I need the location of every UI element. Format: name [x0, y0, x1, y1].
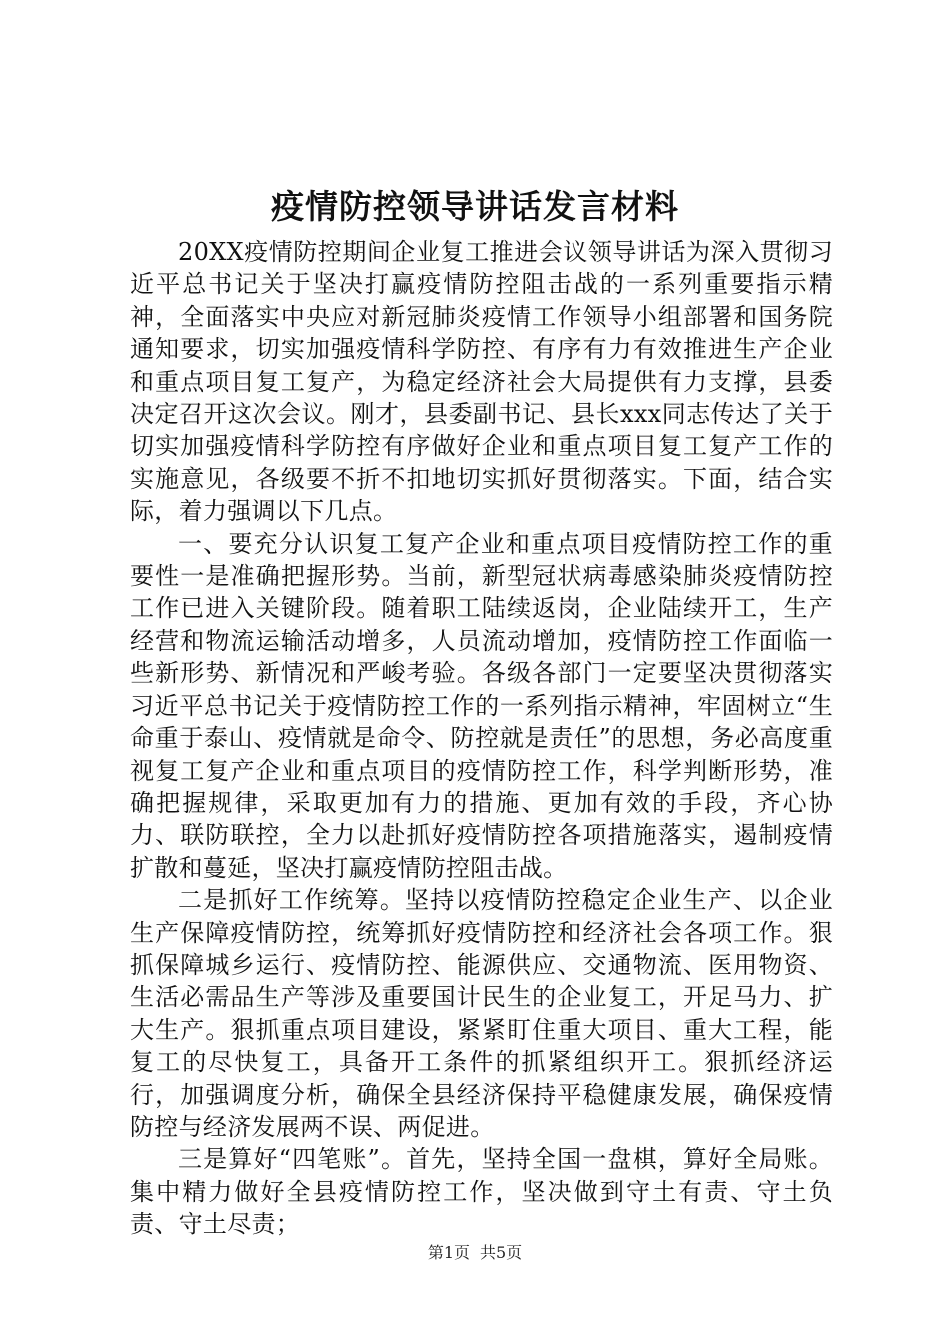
- paragraph-intro: 20XX疫情防控期间企业复工推进会议领导讲话为深入贯彻习近平总书记关于坚决打赢疫情防控阻击战的一系列重要指示精神，全面落实中央应对新冠肺炎疫情工作领导小组部署和国务院通知要求，切实加强疫情科学防控、有序有力有效推进生产企业和重点项目复工复产，为稳定经济社会大局提供有力支撑，县委决定召开这次会议。刚才，县委副书记、县长xxx同志传达了关于切实加强疫情科学防控有序做好企业和重点项目复工复产工作的实施意见，各级要不折不扣地切实抓好贯彻落实。下面，结合实际，着力强调以下几点。: [130, 238, 833, 526]
- paragraph-section-three: 三是算好“四笔账”。首先，坚持全国一盘棋，算好全局账。集中精力做好全县疫情防控工作，坚决做到守土有责、守土负责、守土尽责；: [130, 1145, 833, 1239]
- document-title: 疫情防控领导讲话发言材料: [271, 187, 679, 226]
- paragraph-section-two: 二是抓好工作统筹。坚持以疫情防控稳定企业生产、以企业生产保障疫情防控，统筹抓好疫情防控和经济社会各项工作。狠抓保障城乡运行、疫情防控、能源供应、交通物流、医用物资、生活必需品生产等涉及重要国计民生的企业复工，开足马力、扩大生产。狠抓重点项目建设，紧紧盯住重大项目、重大工程，能复工的尽快复工，具备开工条件的抓紧组织开工。狠抓经济运行，加强调度分析，确保全县经济保持平稳健康发展，确保疫情防控与经济发展两不误、两促进。: [130, 886, 833, 1141]
- page-total: 共5页: [480, 1243, 523, 1262]
- page-number: 第1页: [427, 1243, 470, 1262]
- document-body: [130, 236, 833, 1241]
- page-footer: [0, 1242, 950, 1264]
- paragraph-section-one: 一、要充分认识复工复产企业和重点项目疫情防控工作的重要性一是准确把握形势。当前，新型冠状病毒感染肺炎疫情防控工作已进入关键阶段。随着职工陆续返岗，企业陆续开工，生产经营和物流运输活动增多，人员流动增加，疫情防控工作面临一些新形势、新情况和严峻考验。各级各部门一定要坚决贯彻落实习近平总书记关于疫情防控工作的一系列指示精神，牢固树立“生命重于泰山、疫情就是命令、防控就是责任”的思想，务必高度重视复工复产企业和重点项目的疫情防控工作，科学判断形势，准确把握规律，采取更加有力的措施、更加有效的手段，齐心协力、联防联控，全力以赴抓好疫情防控各项措施落实，遏制疫情扩散和蔓延，坚决打赢疫情防控阻击战。: [130, 529, 833, 882]
